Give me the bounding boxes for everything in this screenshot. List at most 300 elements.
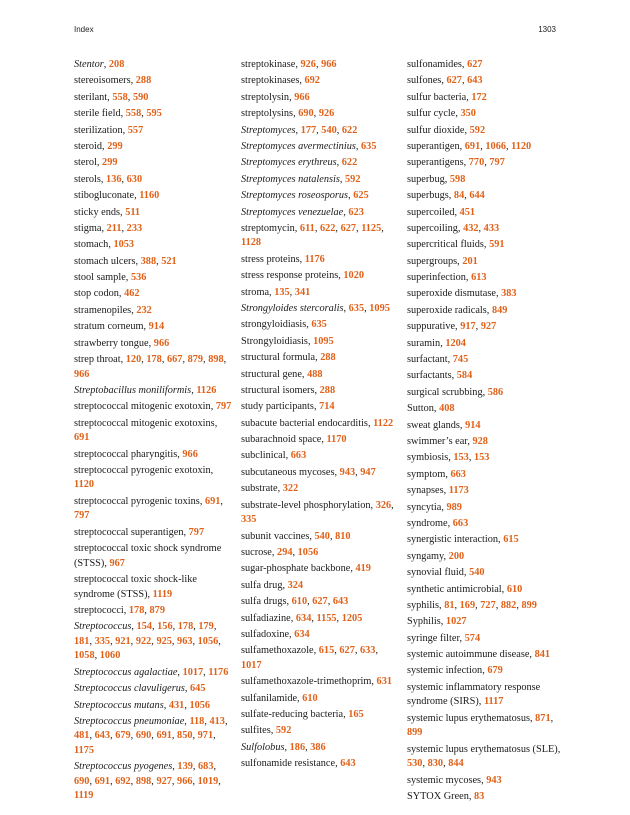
page-link[interactable]: 419 (355, 563, 371, 575)
index-entry: sterol, 299 (74, 157, 118, 169)
page-link[interactable]: 691 (464, 140, 481, 152)
page-link[interactable]: 322 (282, 483, 299, 495)
index-entry: syphilis, 81, 169, 727, 882, 899 (407, 599, 537, 611)
index-term: sulfamethoxazole-trimethoprim (241, 676, 372, 688)
page-link[interactable]: 1066 (485, 140, 506, 152)
page-link[interactable]: 627 (312, 596, 328, 608)
index-term: Sutton (407, 403, 434, 415)
index-entry: syncytia, 989 (407, 501, 462, 513)
index-term: sulfanilamide (241, 692, 298, 704)
index-entry: suramin, 1204 (407, 337, 466, 349)
index-entry: sulfate-reducing bacteria, 165 (241, 708, 364, 720)
page-link[interactable]: 431 (168, 699, 185, 711)
page-link[interactable]: 521 (161, 255, 177, 267)
index-entry: streptomycin, 611, 622, 627, 1125, 1128 (241, 222, 384, 249)
page-link[interactable]: 625 (353, 190, 369, 202)
index-term: symptom (407, 468, 446, 480)
page-link[interactable]: 200 (448, 550, 465, 562)
page-link[interactable]: 963 (177, 635, 193, 647)
page-link[interactable]: 610 (302, 692, 318, 704)
page-link[interactable]: 154 (136, 621, 152, 633)
page-link[interactable]: 615 (503, 534, 519, 546)
index-entry: systemic lupus erythematosus, 871, 899 (407, 712, 554, 739)
page-link[interactable]: 408 (439, 403, 455, 415)
index-term: Sulfolobus (241, 741, 285, 753)
page-link[interactable]: 627 (339, 645, 355, 657)
page-link[interactable]: 383 (501, 288, 517, 300)
page-link[interactable]: 1126 (196, 384, 217, 396)
index-term: syringe filter (407, 632, 460, 644)
index-entry: Streptomyces venezuelae, 623 (241, 206, 364, 218)
page-link[interactable]: 586 (487, 386, 504, 398)
page-link[interactable]: 1053 (113, 239, 135, 251)
index-entry: streptolysins, 690, 926 (241, 108, 335, 120)
index-entry: surgical scrubbing, 586 (407, 386, 504, 398)
page-link[interactable]: 691 (74, 432, 90, 444)
page-link[interactable]: 83 (474, 790, 485, 802)
page-link[interactable]: 989 (446, 501, 462, 513)
page-link[interactable]: 925 (156, 635, 172, 647)
page-link[interactable]: 1128 (241, 237, 262, 249)
page-link[interactable]: 530 (407, 758, 423, 770)
page-link[interactable]: 727 (480, 599, 496, 611)
page-link[interactable]: 350 (460, 108, 476, 120)
page-link[interactable]: 947 (360, 466, 376, 478)
index-term: subarachnoid space (241, 434, 322, 446)
page-link[interactable]: 178 (177, 621, 194, 633)
page-link[interactable]: 966 (294, 91, 310, 103)
page-link[interactable]: 841 (534, 649, 551, 661)
page-link[interactable]: 169 (459, 599, 476, 611)
index-entry: streptococcal toxic shock syndrome (STSS), 967 (74, 543, 222, 569)
index-entry: stool sample, 536 (74, 272, 147, 284)
index-entry: streptococcal mitogenic exotoxin, 797 (74, 401, 232, 413)
page-link[interactable]: 135 (274, 286, 290, 298)
index-term: Streptococcus mutans (74, 699, 164, 711)
index-entry: sweat glands, 914 (407, 419, 481, 431)
page-link[interactable]: 966 (177, 775, 193, 787)
page-link[interactable]: 432 (463, 222, 479, 234)
page-link[interactable]: 849 (491, 304, 508, 316)
page-link[interactable]: 622 (341, 124, 358, 136)
page-link[interactable]: 634 (295, 612, 312, 624)
index-term: streptococcal pyrogenic exotoxin (74, 464, 211, 476)
index-entry: superbug, 598 (407, 173, 466, 185)
index-entry: systemic lupus erythematosus (SLE), 530, 830, 844 (407, 743, 561, 770)
page-link[interactable]: 610 (506, 583, 523, 595)
page-link[interactable]: 1204 (445, 337, 466, 349)
page-link[interactable]: 899 (521, 599, 537, 611)
index-term: strongyloidiasis (241, 319, 307, 331)
page-link[interactable]: 844 (448, 758, 464, 770)
page-link[interactable]: 683 (198, 761, 214, 773)
page-link[interactable]: 1119 (74, 790, 94, 802)
index-entry: structural gene, 488 (241, 368, 323, 380)
index-entry: streptococci, 178, 879 (74, 604, 165, 616)
page-link[interactable]: 645 (190, 683, 206, 695)
page-link[interactable]: 299 (107, 140, 123, 152)
page-link[interactable]: 921 (115, 635, 131, 647)
page-link[interactable]: 233 (126, 222, 143, 234)
index-term: sulfonamide resistance (241, 758, 336, 770)
index-term: stramenopiles (74, 304, 132, 316)
page-link[interactable]: 691 (156, 730, 172, 742)
page-link[interactable]: 635 (311, 319, 327, 331)
page-link[interactable]: 299 (102, 157, 118, 169)
index-term: strawberry tongue (74, 337, 149, 349)
index-entry: subcutaneous mycoses, 943, 947 (241, 466, 376, 478)
page-link[interactable]: 326 (375, 499, 392, 511)
page-link[interactable]: 797 (74, 510, 90, 522)
page-link[interactable]: 165 (348, 708, 364, 720)
page-link[interactable]: 388 (140, 255, 157, 267)
page-link[interactable]: 1019 (197, 775, 219, 787)
index-term: sulfones (407, 75, 442, 87)
page-link[interactable]: 663 (452, 517, 469, 529)
page-link[interactable]: 810 (335, 530, 351, 542)
index-entry: sterilization, 557 (74, 124, 144, 136)
index-entry: sterilant, 558, 590 (74, 91, 149, 103)
page-link[interactable]: 288 (319, 384, 336, 396)
index-entry: stress response proteins, 1020 (241, 270, 364, 282)
index-term: streptococcal superantigen (74, 526, 184, 538)
index-entry: stroma, 135, 341 (241, 286, 311, 298)
page-link[interactable]: 557 (127, 124, 144, 136)
index-entry: stomach, 1053 (74, 239, 135, 251)
index-entry: stigma, 211, 233 (74, 222, 143, 234)
page-link[interactable]: 179 (198, 621, 214, 633)
page-link[interactable]: 850 (177, 730, 193, 742)
page-link[interactable]: 558 (112, 91, 128, 103)
page-link[interactable]: 634 (294, 628, 310, 640)
page-link[interactable]: 1056 (189, 699, 211, 711)
page-link[interactable]: 1095 (313, 335, 334, 347)
index-term: substrate (241, 483, 278, 495)
index-term: Streptococcus pyogenes (74, 761, 173, 773)
page-link[interactable]: 462 (124, 288, 140, 300)
page-link[interactable]: 598 (449, 173, 466, 185)
page-link[interactable]: 120 (125, 354, 142, 366)
page-link[interactable]: 797 (188, 526, 205, 538)
index-entry: stratum corneum, 914 (74, 321, 165, 333)
page-link[interactable]: 81 (444, 599, 455, 611)
page-link[interactable]: 1095 (369, 302, 390, 314)
index-entry: Streptobacillus moniliformis, 1126 (74, 384, 217, 396)
page-link[interactable]: 118 (189, 715, 205, 727)
page-link[interactable]: 690 (298, 108, 314, 120)
page-link[interactable]: 1125 (361, 222, 382, 234)
index-entry: streptolysin, 966 (241, 91, 310, 103)
page-link[interactable]: 592 (469, 124, 486, 136)
page-link[interactable]: 156 (157, 621, 173, 633)
page-link[interactable]: 627 (446, 75, 462, 87)
page-link[interactable]: 635 (361, 140, 377, 152)
page-link[interactable]: 917 (460, 321, 476, 333)
page-link[interactable]: 1122 (373, 417, 394, 429)
page-link[interactable]: 966 (74, 368, 90, 380)
page-link[interactable]: 139 (177, 761, 193, 773)
index-term: Streptococcus agalactiae (74, 666, 178, 678)
page-link[interactable]: 627 (340, 222, 357, 234)
index-entry: subarachnoid space, 1170 (241, 434, 347, 446)
index-column-1 (74, 58, 234, 806)
index-entry: synapses, 1173 (407, 485, 469, 497)
page-link[interactable]: 610 (291, 596, 308, 608)
index-term: stereoisomers (74, 75, 131, 87)
index-entry: stomach ulcers, 388, 521 (74, 255, 177, 267)
page-link[interactable]: 153 (453, 452, 469, 464)
page-link[interactable]: 879 (187, 354, 204, 366)
index-entry: sulfanilamide, 610 (241, 692, 318, 704)
page-link[interactable]: 208 (108, 59, 125, 70)
page-link[interactable]: 178 (146, 354, 162, 366)
page-link[interactable]: 914 (148, 321, 165, 333)
index-term: stop codon (74, 288, 119, 300)
page-link[interactable]: 341 (294, 286, 311, 298)
page-link[interactable]: 926 (300, 59, 316, 70)
page-link[interactable]: 879 (149, 604, 165, 616)
page-link[interactable]: 335 (241, 514, 257, 526)
page-link[interactable]: 540 (321, 124, 337, 136)
index-entry: symbiosis, 153, 153 (407, 452, 490, 464)
page-link[interactable]: 967 (109, 557, 125, 569)
page-link[interactable]: 692 (115, 775, 131, 787)
index-term: superantigens (407, 157, 464, 169)
index-term: Streptomyces natalensis (241, 173, 340, 185)
page-link[interactable]: 590 (132, 91, 149, 103)
index-term: stomach ulcers (74, 255, 136, 267)
page-link[interactable]: 172 (471, 91, 487, 103)
page-link[interactable]: 1017 (182, 666, 204, 678)
page-link[interactable]: 1017 (241, 659, 262, 671)
index-column-2 (241, 58, 401, 774)
page-link[interactable]: 1060 (99, 650, 121, 662)
page-link[interactable]: 1120 (511, 140, 532, 152)
page-link[interactable]: 882 (500, 599, 517, 611)
index-entry: sulfonamides, 627 (407, 59, 483, 70)
index-term: streptococci (74, 604, 124, 616)
page-link[interactable]: 927 (156, 775, 172, 787)
page-link[interactable]: 335 (94, 635, 111, 647)
page-link[interactable]: 1056 (297, 546, 319, 558)
page-link[interactable]: 84 (453, 190, 465, 202)
page-link[interactable]: 633 (360, 645, 376, 657)
page-link[interactable]: 797 (215, 401, 232, 413)
page-link[interactable]: 153 (473, 452, 490, 464)
page-link[interactable]: 690 (74, 775, 90, 787)
index-entry: sulfamethoxazole-trimethoprim, 631 (241, 676, 392, 688)
page-link[interactable]: 643 (94, 730, 111, 742)
page-link[interactable]: 1119 (152, 588, 173, 600)
page-link[interactable]: 630 (126, 173, 143, 185)
page-link[interactable]: 928 (472, 435, 488, 447)
index-entry: Streptococcus clavuligerus, 645 (74, 683, 206, 695)
page-link[interactable]: 692 (304, 75, 320, 87)
page-link[interactable]: 1058 (74, 650, 95, 662)
page-link[interactable]: 451 (459, 206, 476, 218)
page-link[interactable]: 481 (74, 730, 90, 742)
page-link[interactable]: 178 (128, 604, 145, 616)
index-term: superoxide dismutase (407, 288, 496, 300)
page-link[interactable]: 1020 (343, 270, 364, 282)
page-link[interactable]: 926 (318, 108, 335, 120)
page-link[interactable]: 690 (135, 730, 152, 742)
index-term: streptolysins (241, 108, 294, 120)
page-link[interactable]: 288 (135, 75, 152, 87)
index-entry: superoxide radicals, 849 (407, 304, 508, 316)
page-link[interactable]: 622 (341, 157, 358, 169)
page-link[interactable]: 1155 (316, 612, 337, 624)
index-entry: superbugs, 84, 644 (407, 190, 485, 202)
page-link[interactable]: 691 (204, 495, 221, 507)
index-term: supercritical fluids (407, 239, 484, 251)
page-link[interactable]: 643 (340, 758, 356, 770)
page-link[interactable]: 611 (299, 222, 315, 234)
page-link[interactable]: 622 (319, 222, 336, 234)
index-term: supergroups (407, 255, 458, 267)
page-link[interactable]: 663 (290, 450, 307, 462)
page-link[interactable]: 714 (319, 401, 335, 413)
page-link[interactable]: 1056 (197, 635, 219, 647)
index-term: sulfur cycle (407, 108, 456, 120)
page-link[interactable]: 1176 (304, 253, 325, 265)
page-link[interactable]: 592 (345, 173, 361, 185)
index-term: sulfa drugs (241, 596, 287, 608)
page-link[interactable]: 324 (287, 579, 304, 591)
page-link[interactable]: 898 (208, 354, 224, 366)
index-column-3 (407, 58, 567, 806)
page-link[interactable]: 1175 (74, 744, 95, 756)
index-term: streptococcal mitogenic exotoxin (74, 401, 211, 413)
page-link[interactable]: 644 (469, 190, 485, 202)
page-link[interactable]: 1173 (448, 485, 469, 497)
index-term: sulfonamides (407, 59, 462, 70)
page-link[interactable]: 232 (136, 304, 152, 316)
page-link[interactable]: 943 (339, 466, 356, 478)
page-link[interactable]: 1170 (326, 434, 347, 446)
page-link[interactable]: 635 (348, 302, 365, 314)
page-link[interactable]: 584 (456, 370, 473, 382)
page-link[interactable]: 922 (135, 635, 152, 647)
page-link[interactable]: 386 (310, 741, 326, 753)
index-entry: sticky ends, 511 (74, 206, 141, 218)
index-entry: symptom, 663 (407, 468, 466, 480)
page-link[interactable]: 433 (483, 222, 500, 234)
page-link[interactable]: 488 (307, 368, 323, 380)
page-link[interactable]: 201 (462, 255, 478, 267)
index-term: stomach (74, 239, 109, 251)
page-link[interactable]: 1117 (483, 696, 504, 708)
index-term: stigma (74, 222, 102, 234)
page-link[interactable]: 966 (182, 448, 198, 460)
index-entry: syringe filter, 574 (407, 632, 481, 644)
index-term: stroma (241, 286, 270, 298)
page-link[interactable]: 1205 (341, 612, 363, 624)
page-link[interactable]: 871 (535, 712, 551, 724)
page-link[interactable]: 770 (468, 157, 485, 169)
index-entry: synergistic interaction, 615 (407, 534, 519, 546)
page-link[interactable]: 540 (469, 567, 485, 579)
index-term: streptolysin (241, 91, 290, 103)
index-entry: streptococcal mitogenic exotoxins, 691 (74, 417, 218, 444)
page-link[interactable]: 914 (465, 419, 481, 431)
page-link[interactable]: 1176 (208, 666, 229, 678)
index-entry: sulfonamide resistance, 643 (241, 758, 356, 770)
index-term: surfactants (407, 370, 452, 382)
page-link[interactable]: 592 (275, 725, 292, 737)
page-link[interactable]: 181 (74, 635, 90, 647)
page-link[interactable]: 177 (300, 124, 317, 136)
index-entry: strongyloidiasis, 635 (241, 319, 327, 331)
page-link[interactable]: 927 (480, 321, 497, 333)
page-link[interactable]: 679 (115, 730, 131, 742)
page-link[interactable]: 966 (153, 337, 170, 349)
index-entry: sulfites, 592 (241, 725, 292, 737)
page-link[interactable]: 643 (332, 596, 349, 608)
index-entry: stramenopiles, 232 (74, 304, 152, 316)
index-term: sulfate-reducing bacteria (241, 708, 344, 720)
running-header-title: Index (74, 25, 94, 34)
page-link[interactable]: 1120 (74, 479, 95, 491)
index-entry: Streptomyces natalensis, 592 (241, 173, 361, 185)
page-link[interactable]: 691 (94, 775, 111, 787)
page-link[interactable]: 1027 (445, 616, 467, 628)
page-link[interactable]: 663 (450, 468, 466, 480)
page-link[interactable]: 574 (464, 632, 481, 644)
page-link[interactable]: 966 (321, 59, 337, 70)
page-link[interactable]: 627 (467, 59, 483, 70)
page-link[interactable]: 294 (277, 546, 293, 558)
page-link[interactable]: 898 (135, 775, 152, 787)
page-link[interactable]: 211 (106, 222, 122, 234)
page-link[interactable]: 615 (318, 645, 335, 657)
page-link[interactable]: 667 (166, 354, 183, 366)
page-link[interactable]: 595 (146, 108, 162, 120)
index-entry: Streptococcus agalactiae, 1017, 1176 (74, 666, 229, 678)
page-link[interactable]: 536 (130, 272, 147, 284)
page-link[interactable]: 288 (320, 352, 336, 364)
page-link[interactable]: 511 (125, 206, 141, 218)
page-link[interactable]: 643 (467, 75, 483, 87)
page-link[interactable]: 679 (487, 665, 503, 677)
index-entry: syngamy, 200 (407, 550, 465, 562)
index-entry: sulfa drugs, 610, 627, 643 (241, 596, 349, 608)
index-term: stress proteins (241, 253, 300, 265)
page-link[interactable]: 631 (376, 676, 392, 688)
page-link[interactable]: 971 (197, 730, 214, 742)
page-link[interactable]: 745 (452, 354, 469, 366)
page-link[interactable]: 830 (427, 758, 444, 770)
page-link[interactable]: 136 (106, 173, 122, 185)
page-link[interactable]: 623 (348, 206, 364, 218)
index-entry: Streptomyces avermectinius, 635 (241, 140, 377, 152)
page-link[interactable]: 899 (407, 727, 423, 739)
page-link[interactable]: 1160 (139, 190, 160, 202)
index-term: Streptomyces (241, 124, 296, 136)
index-term: superinfection (407, 272, 466, 284)
page-link[interactable]: 943 (486, 774, 502, 786)
page-link[interactable]: 558 (125, 108, 142, 120)
page-link[interactable]: 591 (489, 239, 505, 251)
page-link[interactable]: 186 (289, 741, 306, 753)
page-link[interactable]: 797 (489, 157, 505, 169)
index-entry: sulfa drug, 324 (241, 579, 304, 591)
page-link[interactable]: 613 (471, 272, 487, 284)
page-link[interactable]: 413 (209, 715, 225, 727)
index-term: superoxide radicals (407, 304, 487, 316)
index-term: Streptomyces venezuelae (241, 206, 344, 218)
page-link[interactable]: 540 (314, 530, 330, 542)
